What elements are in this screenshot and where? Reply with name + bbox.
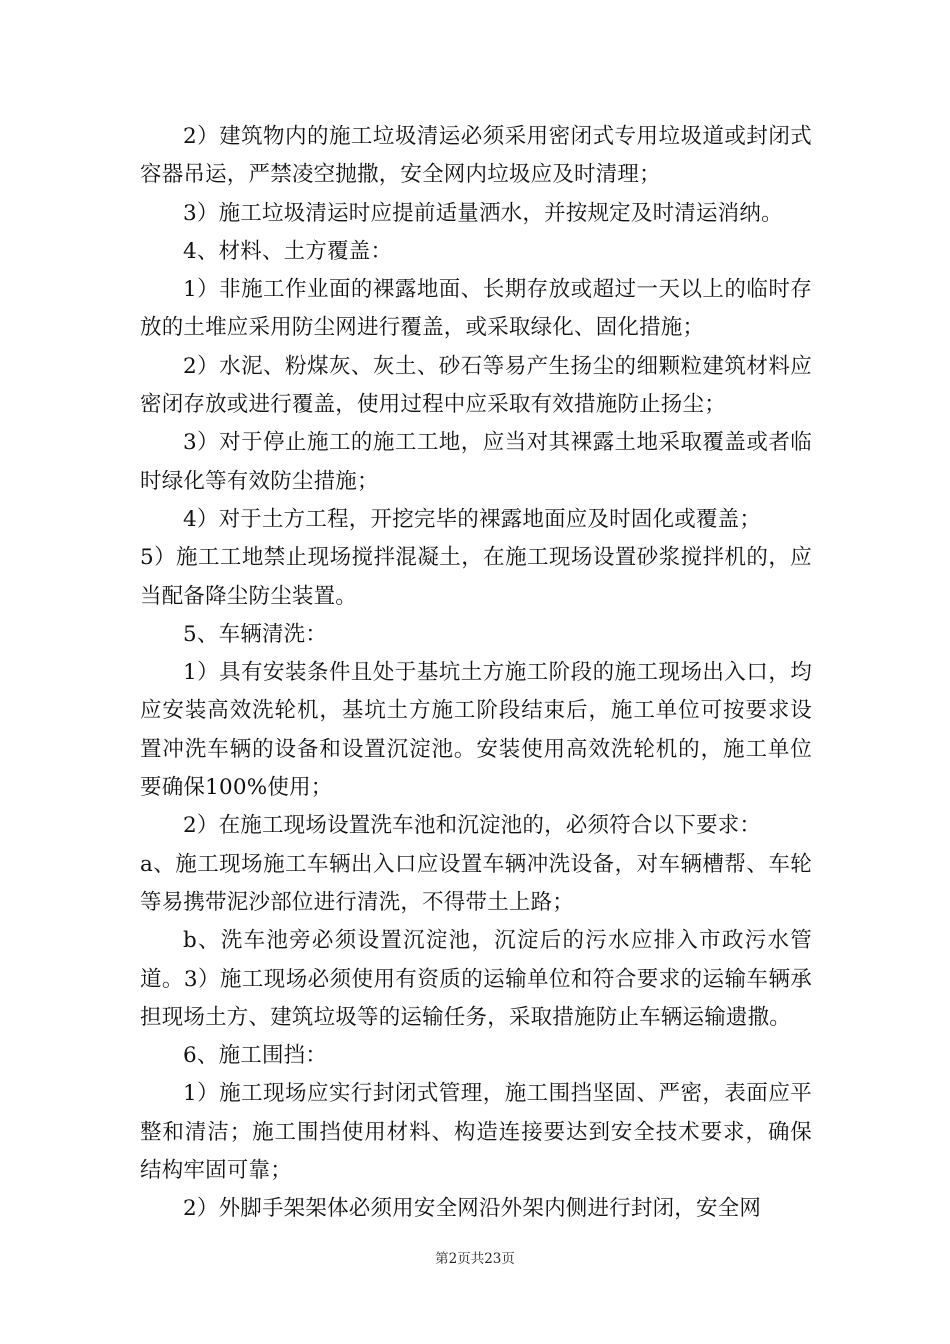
paragraph: 1）非施工作业面的裸露地面、长期存放或超过一天以上的临时存放的土堆应采用防尘网进行覆盖，或采取绿化、固化措施； — [140, 277, 812, 341]
paragraph: 2）在施工现场设置洗车池和沉淀池的，必须符合以下要求： — [183, 813, 762, 839]
paragraph: 2）建筑物内的施工垃圾清运必须采用密闭式专用垃圾道或封闭式容器吊运，严禁凌空抛撒，安全网内垃圾应及时清理； — [140, 124, 812, 188]
paragraph: 2）外脚手架架体必须用安全网沿外架内侧进行封闭，安全网 — [183, 1196, 762, 1222]
paragraph: b、洗车池旁必须设置沉淀池，沉淀后的污水应排入市政污水管道。3）施工现场必须使用有资质的运输单位和符合要求的运输车辆承担现场土方、建筑垃圾等的运输任务，采取措施防止车辆运输遗撒。 — [140, 928, 812, 1030]
paragraph: 3）施工垃圾清运时应提前适量洒水，并按规定及时清运消纳。 — [183, 200, 783, 226]
section-heading: 5、车辆清洗： — [183, 621, 328, 647]
page-number-footer: 第2页共23页 — [435, 1251, 515, 1267]
paragraph: 1）施工现场应实行封闭式管理，施工围挡坚固、严密，表面应平整和清洁；施工围挡使用材料、构造连接要达到安全技术要求，确保结构牢固可靠； — [140, 1081, 812, 1184]
paragraph: 3）对于停止施工的施工工地，应当对其裸露土地采取覆盖或者临时绿化等有效防尘措施； — [140, 430, 812, 494]
section-heading: 6、施工围挡： — [183, 1043, 328, 1069]
paragraph: 4）对于土方工程，开挖完毕的裸露地面应及时固化或覆盖； — [183, 506, 762, 532]
section-heading: 4、材料、土方覆盖： — [183, 238, 393, 264]
paragraph: 1）具有安装条件且处于基坑土方施工阶段的施工现场出入口，均应安装高效洗轮机，基坑土方施工阶段结束后，施工单位可按要求设置冲洗车辆的设备和设置沉淀池。安装使用高效洗轮机的，施工单位要确保100%使用； — [140, 660, 812, 801]
paragraph: 5）施工工地禁止现场搅拌混凝土，在施工现场设置砂浆搅拌机的，应当配备降尘防尘装置。 — [140, 545, 812, 609]
paragraph: 2）水泥、粉煤灰、灰土、砂石等易产生扬尘的细颗粒建筑材料应密闭存放或进行覆盖，使用过程中应采取有效措施防止扬尘； — [140, 353, 812, 418]
body-text — [140, 118, 812, 1229]
paragraph: a、施工现场施工车辆出入口应设置车辆冲洗设备，对车辆槽帮、车轮等易携带泥沙部位进行清洗，不得带土上路； — [140, 851, 812, 915]
